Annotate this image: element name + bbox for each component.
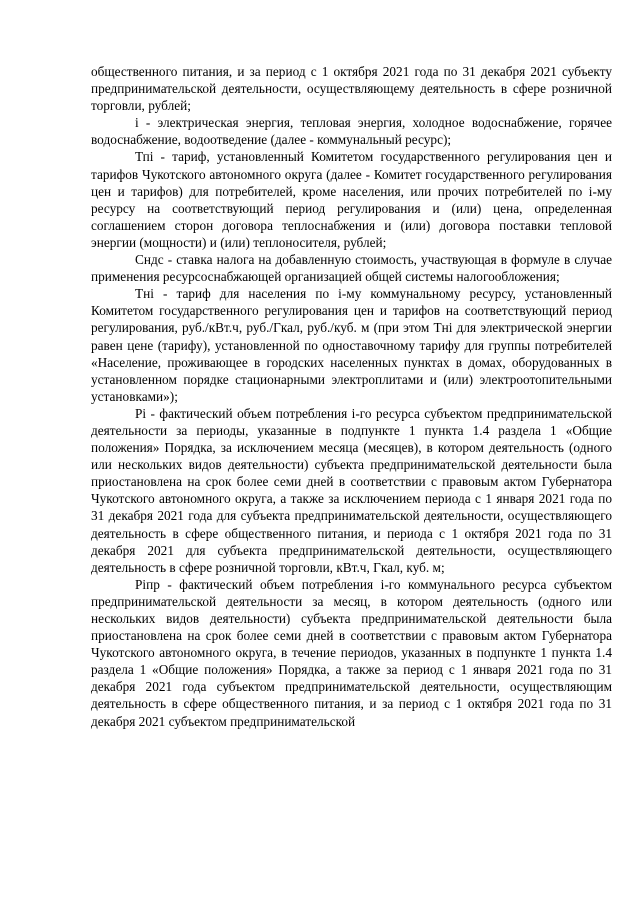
paragraph-continuation: общественного питания, и за период с 1 октября 2021 года по 31 декабря 2021 субъекту предпринимательской деятельности, осуществляющему деятельность в сфере розничной торговли, рублей; [91,64,612,114]
paragraph-tni-definition: Тнi - тариф для населения по i-му коммунальному ресурсу, установленный Комитетом государственного регулирования цен и тарифов на соответствующий период регулирования, руб./кВт.ч, руб./Гкал, руб./куб. м (при этом Тнi для электрической энергии равен цене (тарифу), установленной по одноставочному тарифу для группы потребителей «Население, проживающее в городских населенных пунктах в домах, оборудованных в установленном порядке стационарными электроплитами и (или) электроотопительными установками»); [91,286,612,404]
paragraph-pipr-definition: Рiпр - фактический объем потребления i-го коммунального ресурса субъектом предпринимательской деятельности за месяц, в котором деятельность (одного или нескольких видов деятельности) субъекта предпринимательской деятельности была приостановлена на срок более семи дней в соответствии с правовым актом Губернатора Чукотского автономного округа, в течение периодов, указанных в подпункте 1 пункта 1.4 раздела 1 «Общие положения» Порядка, а также за период с 1 января 2021 года по 31 декабря 2021 года субъектом предпринимательской деятельности, осуществляющим деятельность в сфере общественного питания, и за период с 1 октября 2021 года по 31 декабря 2021 субъектом предпринимательской [91,576,612,729]
paragraph-pi-definition: Рi - фактический объем потребления i-го ресурса субъектом предпринимательской деятельности за периоды, указанные в подпункте 1 пункта 1.4 раздела 1 «Общие положения» Порядка, за исключением месяца (месяцев), в котором деятельность (одного или нескольких видов деятельности) субъекта предпринимательской деятельности была приостановлена на срок более семи дней в соответствии с правовым актом Губернатора Чукотского автономного округа, а также за исключением периода с 1 января 2021 года по 31 декабря 2021 года для субъекта предпринимательской деятельности, осуществляющего деятельность в сфере общественного питания, и периода с 1 октября 2021 года по 31 декабря 2021 для субъекта предпринимательской деятельности, осуществляющего деятельность в сфере розничной торговли, кВт.ч, Гкал, куб. м; [91,405,612,575]
paragraph-i-definition: i - электрическая энергия, тепловая энергия, холодное водоснабжение, горячее водоснабжение, водоотведение (далее - коммунальный ресурс); [91,115,612,148]
paragraph-snds-definition: Сндс - ставка налога на добавленную стоимость, участвующая в формуле в случае применения ресурсоснабжающей организацией общей системы налогообложения; [91,252,612,285]
paragraph-tpi-definition: Тпi - тариф, установленный Комитетом государственного регулирования цен и тарифов Чукотского автономного округа (далее - Комитет государственного регулирования цен и тарифов) для потребителей, кроме населения, или прочих потребителей по i-му ресурсу на соответствующий период регулирования и (или) цена, определенная соглашением сторон договора теплоснабжения и (или) договора поставки тепловой энергии (мощности) и (или) теплоносителя, рублей; [91,149,612,250]
